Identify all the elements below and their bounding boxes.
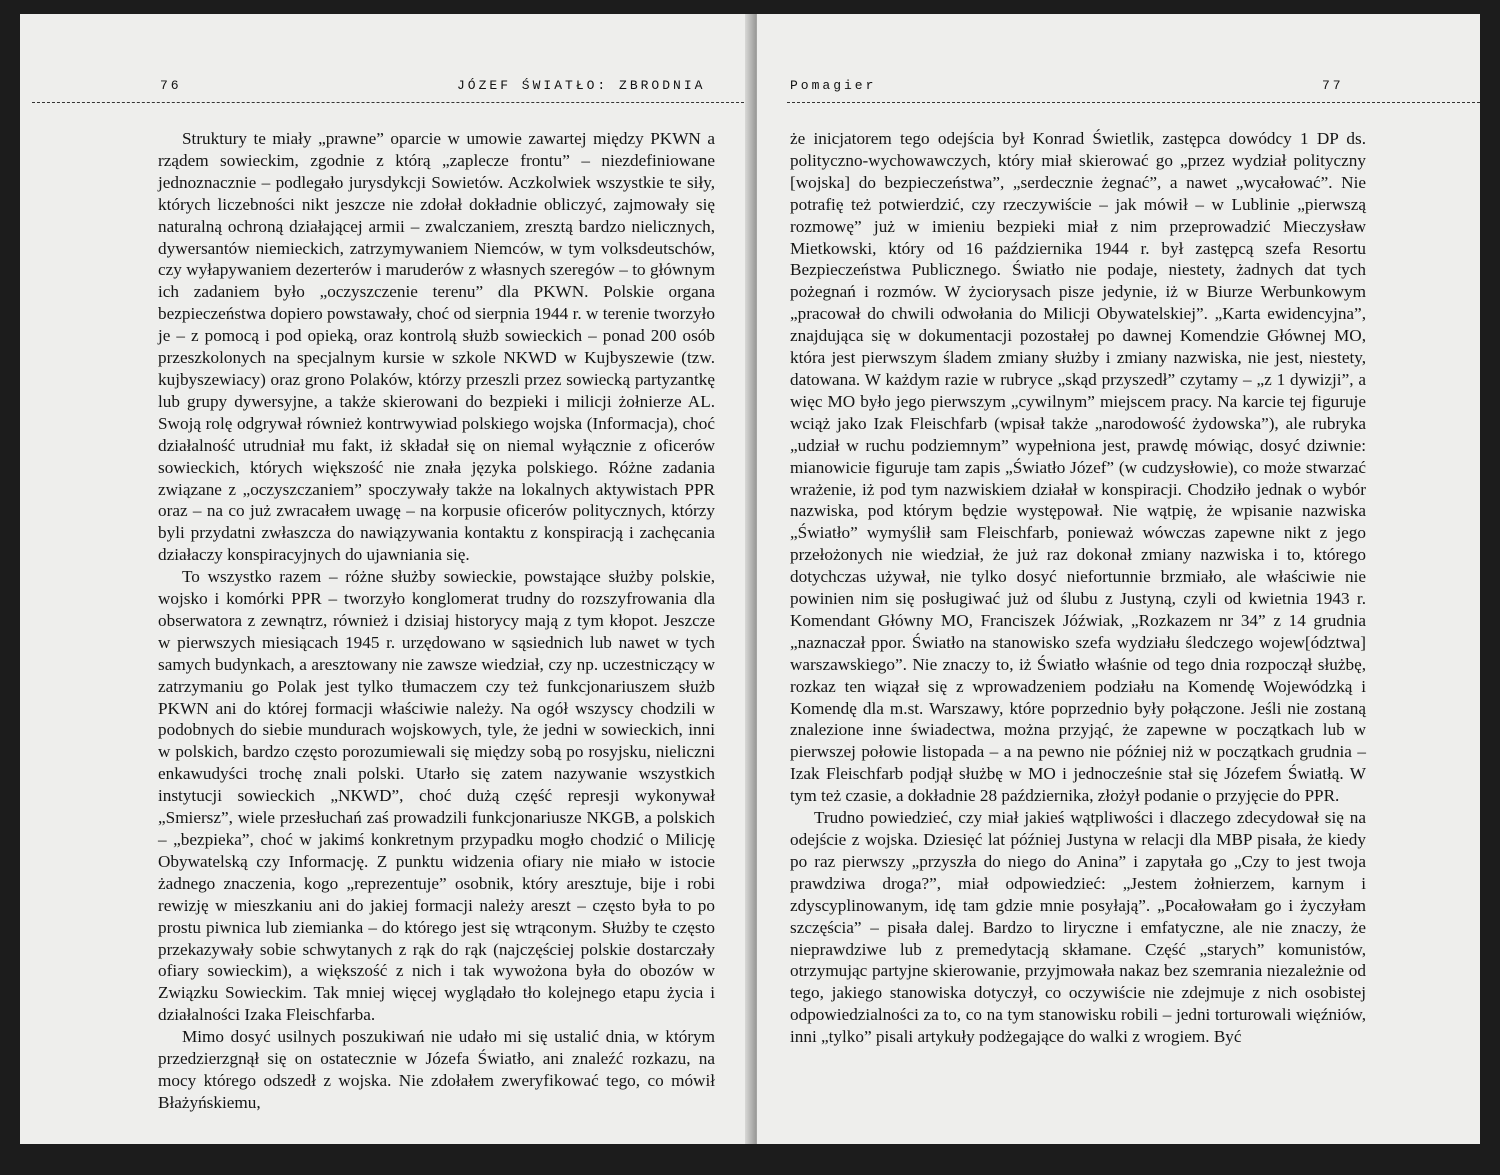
paragraph: że inicjatorem tego odejścia był Konrad Świetlik, zastępca dowódcy 1 DP ds. polityczno-wychowawczych, który miał skierować go „przez wydział polityczny [wojska] do bezpieczeństwa”, „serdecznie żegnać”, a nawet „wycałować”. Nie potrafię też potwierdzić, czy rzeczywiście – jak mówił – w Lublinie „pierwszą rozmowę” już w imieniu bezpieki miał z nim przeprowadzić Mieczysław Mietkowski, który od 16 października 1944 r. był zastępcą szefa Resortu Bezpieczeństwa Publicznego. Światło nie podaje, niestety, żadnych dat tych pożegnań i rozmów. W życiorysach pisze jedynie, iż w Biurze Werbunkowym „pracował do chwili odwołania do Milicji Obywatelskiej”. „Karta ewidencyjna”, znajdująca się w dokumentacji pozostałej po dawnej Komendzie Głównej MO, która jest pierwszym śladem zmiany służby i zmiany nazwiska, nie jest, niestety, datowana. W każdym razie w rubryce „skąd przyszedł” czytamy – „z 1 dywizji”, a więc MO było jego pierwszym „cywilnym” miejscem pracy. Na karcie tej figuruje wciąż jako Izak Fleischfarb (wpisał także „narodowość żydowska”), ale rubryka „udział w ruchu podziemnym” wypełniona jest, prawdę mówiąc, dosyć dziwnie: mianowicie figuruje tam zapis „Światło Józef” (w cudzysłowie), co może stwarzać wrażenie, iż pod tym nazwiskiem działał w konspiracji. Chodziło jednak o wybór nazwiska, pod którym będzie występował. Nie wątpię, że wpisanie nazwiska „Światło” wymyślił sam Fleischfarb, ponieważ wówczas zapewne nikt z jego przełożonych nie wiedział, że już raz dokonał zmiany nazwiska i to, którego dotychczas używał, nie tylko dosyć niefortunnie brzmiało, ale właściwie nie powinien nim się posługiwać już od ślubu z Justyną, czyli od kwietnia 1943 r. Komendant Główny MO, Franciszek Jóźwiak, „Rozkazem nr 34” z 14 grudnia „naznaczał ppor. Światło na stanowisko szefa wydziału śledczego wojew[ództwa] warszawskiego”. Nie znaczy to, iż Światło właśnie od tego dnia rozpoczął służbę, rozkaz ten wiązał się z wprowadzeniem podziału na Komendę Wojewódzką i Komendę dla m.st. Warszawy, które poprzednio były połączone. Jeśli nie zostaną znalezione inne świadectwa, można przyjąć, że zapewne w początkach lub w pierwszej połowie listopada – a na pewno nie później niż w początkach grudnia – Izak Fleischfarb podjął służbę w MO i jednocześnie stał się Józefem Światłą. W tym też czasie, a dokładnie 28 października, złożył podanie o przyjęcie do PPR. [790, 129, 1366, 806]
left-text [158, 128, 715, 1114]
header-rule [32, 102, 744, 103]
paragraph: Struktury te miały „prawne” oparcie w umowie zawartej między PKWN a rządem sowieckim, zgodnie z którą „zaplecze frontu” – niezdefiniowane jednoznacznie – podlegało jurysdykcji Sowietów. Aczkolwiek wszystkie te siły, których liczebności nikt jeszcze nie zdołał dokładnie obliczyć, zajmowały się naturalną ochroną działającej armii – zwalczaniem, zresztą bardzo nielicznych, dywersantów niemieckich, zatrzymywaniem Niemców, w tym volksdeutschów, czy wyłapywaniem dezerterów i maruderów z własnych szeregów – to głównym ich zadaniem było „oczyszczenie terenu” dla PKWN. Polskie organa bezpieczeństwa dopiero powstawały, choć od sierpnia 1944 r. w terenie tworzyło je – z pomocą i pod opieką, oraz kontrolą służb sowieckich – ponad 200 osób przeszkolonych na specjalnym kursie w szkole NKWD w Kujbyszewie (tzw. kujbyszewiacy) oraz grono Polaków, którzy przeszli przez sowiecką partyzantkę lub grupy dywersyjne, a także skierowani do bezpieki i milicji żołnierze AL. Swoją rolę odgrywał również kontrwywiad polskiego wojska (Informacja), choć działalność utrudniał mu fakt, iż składał się on niemal wyłącznie z oficerów sowieckich, których większość nie znała języka polskiego. Różne zadania związane z „oczyszczaniem” spoczywały także na lokalnych aktywistach PPR oraz – na co już zwracałem uwagę – na korpusie oficerów politycznych, którzy byli przydatni zwłaszcza do nawiązywania kontaktu z konspiracją i zachęcania działaczy konspiracyjnych do ujawniania się. [158, 129, 715, 565]
paragraph: Trudno powiedzieć, czy miał jakieś wątpliwości i dlaczego zdecydował się na odejście z wojska. Dziesięć lat później Justyna w relacji dla MBP pisała, że kiedy po raz pierwszy „przyszła do niego do Anina” i zapytała go „Czy to jest twoja prawdziwa droga?”, miał odpowiedzieć: „Jestem żołnierzem, karnym i zdyscyplinowanym, idę tam gdzie mnie posyłają”. „Pocałowałam go i życzyłam szczęścia” – pisała dalej. Bardzo to liryczne i emfatyczne, ale nie znaczy, że nieprawdziwe lub z premedytacją skłamane. Część „starych” komunistów, otrzymując partyjne skierowanie, przyjmowała nakaz bez szemrania niezależnie od tego, jakiego stanowiska dotyczył, co oczywiście nie zdejmuje z nich osobistej odpowiedzialności za to, co na tym stanowisku robili – jedni torturowali więźniów, inni „tylko” pisali artykuły podżegające do walki z wrogiem. Być [790, 808, 1366, 1047]
paragraph: Mimo dosyć usilnych poszukiwań nie udało mi się ustalić dnia, w którym przedzierzgnął się on ostatecznie w Józefa Światło, ani znaleźć rozkazu, na mocy którego odszedł z wojska. Nie zdołałem zweryfikować tego, co mówił Błażyńskiemu, [158, 1027, 715, 1112]
header-rule [787, 102, 1480, 103]
running-head: Pomagier [790, 78, 877, 93]
right-text [790, 128, 1366, 1048]
right-page [757, 14, 1480, 1144]
running-head: JÓZEF ŚWIATŁO: ZBRODNIA [457, 78, 706, 93]
page-number: 76 [160, 78, 182, 93]
page-number: 77 [1322, 78, 1344, 93]
left-page [20, 14, 755, 1144]
paragraph: To wszystko razem – różne służby sowieckie, powstające służby polskie, wojsko i komórki PPR – tworzyło konglomerat trudny do rozszyfrowania dla obserwatora z zewnątrz, również i dzisiaj historycy mają z tym kłopot. Jeszcze w pierwszych miesiącach 1945 r. urzędowano w sąsiednich lub nawet w tych samych budynkach, a aresztowany nie zawsze wiedział, czy np. uczestniczący w zatrzymaniu go Polak jest tylko tłumaczem czy też funkcjonariuszem służb PKWN ani do której formacji właściwie należy. Na ogół wszyscy chodzili w podobnych do siebie mundurach wojskowych, tyle, że jedni w sowieckich, inni w polskich, bardzo często porozumiewali się między sobą po rosyjsku, nieliczni enkawudyści trochę znali polski. Utarło się zatem nazywanie wszystkich instytucji sowieckich „NKWD”, choć dużą część represji wykonywał „Smiersz”, wiele przesłuchań zaś prowadzili funkcjonariusze NKGB, a polskich – „bezpieka”, choć w jakimś konkretnym przypadku mogło chodzić o Milicję Obywatelską czy Informację. Z punktu widzenia ofiary nie miało w istocie żadnego znaczenia, kogo „reprezentuje” osobnik, który aresztuje, bije i robi rewizję w mieszkaniu ani do jakiej formacji należy areszt – często była to po prostu piwnica lub ziemianka – do którego jest się wtrąconym. Służby te często przekazywały sobie schwytanych z rąk do rąk (najczęściej polskie dostarczały ofiary sowieckim), a większość z nich i tak wywożona była do obozów w Związku Sowieckim. Tak mniej więcej wyglądało tło kolejnego etapu życia i działalności Izaka Fleischfarba. [158, 567, 715, 1025]
